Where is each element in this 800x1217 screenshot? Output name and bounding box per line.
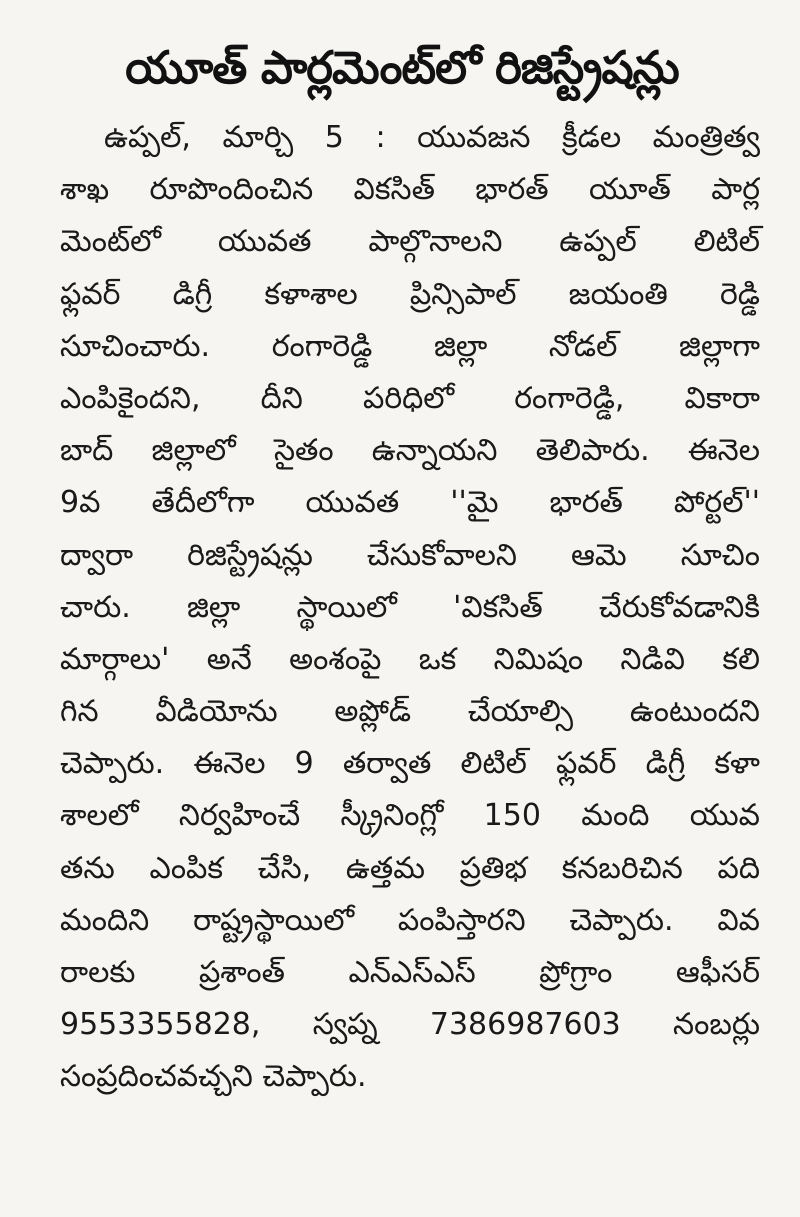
article-line: శాలలో నిర్వహించే స్క్రీనింగ్లో 150 మంది యువ (60, 798, 760, 834)
article-line: మందిని రాష్ట్రస్థాయిలో పంపిస్తారని చెప్పారు. వివ (60, 902, 760, 938)
article-line: తను ఎంపిక చేసి, ఉత్తమ ప్రతిభ కనబరిచిన పది (60, 850, 760, 886)
article-line: మార్గాలు' అనే అంశంపై ఒక నిమిషం నిడివి కలి (60, 641, 760, 677)
headline: యూత్ పార్లమెంట్‌లో రిజిస్ట్రేషన్లు (125, 41, 679, 94)
article-line: మెంట్‌లో యువత పాల్గొనాలని ఉప్పల్ లిటిల్ (60, 224, 760, 260)
article-body (60, 112, 760, 1104)
article-line: సూచించారు. రంగారెడ్డి జిల్లా నోడల్ జిల్లాగా (60, 328, 760, 364)
article-line: 9553355828, స్వప్న 7386987603 నంబర్లు (60, 1007, 760, 1043)
article-line: చెప్పారు. ఈనెల 9 తర్వాత లిటిల్ ఫ్లవర్ డిగ్రీ కళా (60, 746, 760, 782)
article-line: 9వ తేదీలోగా యువత ''మై భారత్ పోర్టల్'' (60, 485, 760, 521)
article-line: ఎంపికైందని, దీని పరిధిలో రంగారెడ్డి, వికారా (60, 380, 760, 416)
article-line: గిన వీడియోను అప్లోడ్ చేయాల్సి ఉంటుందని (60, 694, 760, 730)
article-line: శాఖ రూపొందించిన వికసిత్ భారత్ యూత్ పార్ల (60, 172, 760, 208)
cropped-text-bottom (150, 1196, 670, 1217)
article-line: ఉప్పల్, మార్చి 5 : యువజన క్రీడల మంత్రిత్వ (104, 120, 760, 155)
article-line: చారు. జిల్లా స్థాయిలో 'వికసిత్ చేరుకోవడానికి (60, 589, 760, 625)
article-line: ద్వారా రిజిస్ట్రేషన్లు చేసుకోవాలని ఆమె సూచిం (60, 537, 760, 573)
cropped-text-top (330, 0, 510, 8)
article-line: సంప్రదించవచ్చని చెప్పారు. (60, 1059, 367, 1095)
article-line: రాలకు ప్రశాంత్ ఎన్ఎస్ఎస్ ప్రోగ్రాం ఆఫీసర్ (60, 955, 760, 990)
article-line: బాద్ జిల్లాలో సైతం ఉన్నాయని తెలిపారు. ఈనెల (60, 433, 760, 469)
article-line: ఫ్లవర్ డిగ్రీ కళాశాల ప్రిన్సిపాల్ జయంతి రెడ్డి (60, 276, 760, 312)
